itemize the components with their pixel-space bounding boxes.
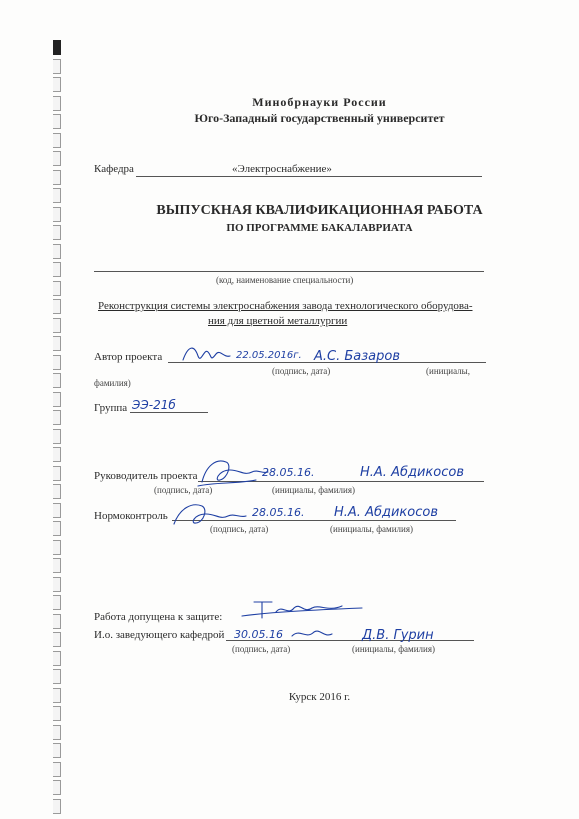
binding-holes: [0, 0, 60, 819]
group-label: Группа: [94, 402, 128, 414]
supervisor-label: Руководитель проекта: [94, 470, 198, 482]
supervisor-name-handwritten: Н.А. Абдикосов: [360, 465, 464, 480]
binding-hole: [53, 244, 61, 259]
binding-hole: [53, 410, 61, 425]
topic-line-2: ния для цветной металлургии: [208, 315, 348, 327]
department-value: «Электроснабжение»: [232, 163, 332, 175]
binding-hole: [53, 59, 61, 74]
binding-hole: [53, 262, 61, 277]
binding-hole: [53, 725, 61, 740]
binding-hole: [53, 151, 61, 166]
city-year: Курск 2016 г.: [288, 691, 351, 703]
binding-hole: [53, 614, 61, 629]
binding-hole: [53, 484, 61, 499]
document-subtitle: ПО ПРОГРАММЕ БАКАЛАВРИАТА: [226, 222, 413, 234]
binding-hole: [53, 355, 61, 370]
group-handwriting: [132, 393, 212, 415]
binding-hole: [53, 373, 61, 388]
binding-hole: [53, 651, 61, 666]
author-caption-sig: (подпись, дата): [272, 366, 331, 376]
head-date-handwritten: 30.05.16: [234, 628, 283, 641]
binding-hole: [53, 392, 61, 407]
normcontrol-date-handwritten: 28.05.16.: [252, 506, 305, 519]
normcontrol-caption-sig: (подпись, дата): [210, 524, 269, 534]
admission-label: Работа допущена к защите:: [94, 611, 223, 623]
binding-hole: [53, 281, 61, 296]
university-name: Юго-Западный государственный университет: [194, 111, 445, 125]
topic-line-1: Реконструкция системы электроснабжения завода технологического оборудова-: [98, 300, 473, 312]
author-caption-initials: (инициалы,: [426, 366, 470, 376]
binding-hole: [53, 170, 61, 185]
supervisor-handwriting: [262, 458, 482, 484]
normcontrol-name-handwritten: Н.А. Абдикосов: [334, 505, 438, 520]
binding-hole: [53, 77, 61, 92]
department-label: Кафедра: [94, 163, 134, 175]
normcontrol-label: Нормоконтроль: [94, 510, 168, 522]
ministry-name: Минобрнауки России: [252, 95, 387, 109]
normcontrol-caption-name: (инициалы, фамилия): [330, 524, 413, 534]
binding-hole: [53, 577, 61, 592]
binding-hole: [53, 743, 61, 758]
supervisor-caption-name: (инициалы, фамилия): [272, 485, 355, 495]
binding-hole: [53, 799, 61, 814]
head-caption-name: (инициалы, фамилия): [352, 644, 435, 654]
binding-hole: [53, 632, 61, 647]
department-line: [136, 176, 482, 177]
binding-hole: [53, 780, 61, 795]
head-name-handwritten: Д.В. Гурин: [362, 628, 434, 643]
binding-hole: [53, 336, 61, 351]
normcontrol-handwriting: [252, 500, 472, 526]
binding-hole: [53, 188, 61, 203]
specialty-line: [94, 271, 484, 272]
author-label: Автор проекта: [94, 351, 163, 363]
binding-hole: [53, 503, 61, 518]
document-title: ВЫПУСКНАЯ КВАЛИФИКАЦИОННАЯ РАБОТА: [156, 203, 483, 218]
author-date-handwritten: 22.05.2016г.: [236, 350, 302, 361]
author-handwriting: [236, 342, 476, 366]
head-caption-sig: (подпись, дата): [232, 644, 291, 654]
binding-hole: [53, 595, 61, 610]
binding-hole: [53, 558, 61, 573]
binding-hole: [53, 669, 61, 684]
admission-signature: [232, 596, 372, 620]
author-caption-surname: фамилия): [94, 378, 131, 388]
head-of-department-label: И.о. заведующего кафедрой: [94, 629, 225, 641]
supervisor-date-handwritten: 28.05.16.: [262, 466, 315, 479]
author-name-handwritten: А.С. Базаров: [314, 349, 400, 364]
binding-hole: [53, 706, 61, 721]
binding-hole: [53, 133, 61, 148]
specialty-caption: (код, наименование специальности): [216, 275, 354, 285]
binding-hole: [53, 762, 61, 777]
binding-hole: [53, 299, 61, 314]
group-value-handwritten: ЭЭ-21б: [132, 398, 176, 412]
binding-hole: [53, 447, 61, 462]
head-handwriting: [234, 622, 484, 646]
binding-hole: [53, 40, 61, 55]
supervisor-caption-sig: (подпись, дата): [154, 485, 213, 495]
binding-hole: [53, 318, 61, 333]
binding-hole: [53, 466, 61, 481]
binding-hole: [53, 521, 61, 536]
binding-hole: [53, 429, 61, 444]
binding-hole: [53, 540, 61, 555]
